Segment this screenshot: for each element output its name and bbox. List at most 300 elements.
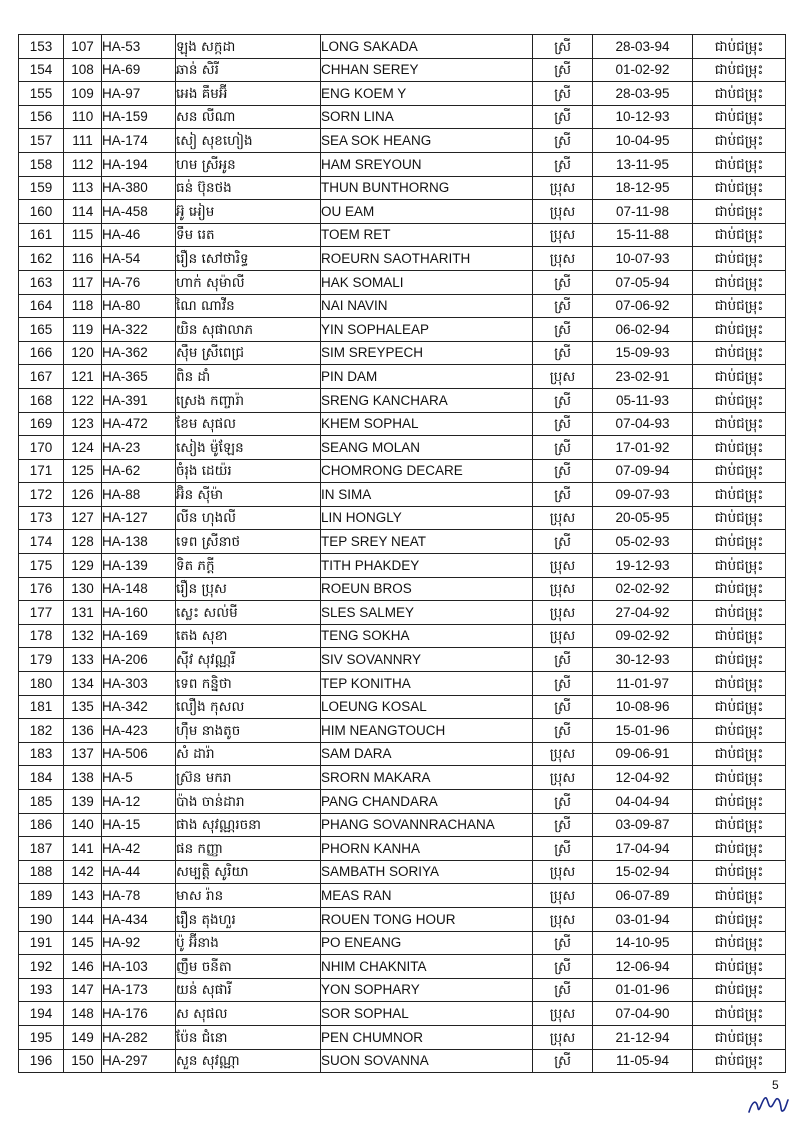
gender: ស្រី <box>533 412 593 436</box>
candidate-code: HA-76 <box>102 270 176 294</box>
name-latin: KHEM SOPHAL <box>321 412 533 436</box>
row-number: 167 <box>19 365 64 389</box>
sub-number: 117 <box>64 270 102 294</box>
name-latin: MEAS RAN <box>321 884 533 908</box>
name-khmer: ប៉ែន ជំនោ <box>176 1025 321 1049</box>
table-row <box>19 1025 786 1049</box>
candidate-code: HA-88 <box>102 483 176 507</box>
name-khmer: ខែម សុផល <box>176 412 321 436</box>
sub-number: 124 <box>64 436 102 460</box>
row-number: 185 <box>19 790 64 814</box>
row-number: 179 <box>19 648 64 672</box>
name-latin: NAI NAVIN <box>321 294 533 318</box>
name-khmer: រឿន ប្រុស <box>176 577 321 601</box>
table-row <box>19 200 786 224</box>
table-row <box>19 152 786 176</box>
candidate-code: HA-458 <box>102 200 176 224</box>
gender: ស្រី <box>533 152 593 176</box>
result-status: ជាប់ជម្រុះ <box>693 200 786 224</box>
result-status: ជាប់ជម្រុះ <box>693 648 786 672</box>
gender: ស្រី <box>533 436 593 460</box>
date-of-birth: 21-12-94 <box>593 1025 693 1049</box>
name-latin: SEANG MOLAN <box>321 436 533 460</box>
sub-number: 127 <box>64 506 102 530</box>
candidate-code: HA-62 <box>102 459 176 483</box>
gender: ប្រុស <box>533 907 593 931</box>
name-khmer: ចំរុង ដេយ៉រ <box>176 459 321 483</box>
sub-number: 131 <box>64 601 102 625</box>
row-number: 171 <box>19 459 64 483</box>
row-number: 163 <box>19 270 64 294</box>
result-status: ជាប់ជម្រុះ <box>693 341 786 365</box>
table-row <box>19 554 786 578</box>
name-khmer: រឿន សៅថារិទ្ធ <box>176 247 321 271</box>
name-khmer: ហ៊ឹម នាងតូច <box>176 719 321 743</box>
row-number: 156 <box>19 105 64 129</box>
gender: ស្រី <box>533 719 593 743</box>
candidate-code: HA-97 <box>102 82 176 106</box>
row-number: 173 <box>19 506 64 530</box>
date-of-birth: 07-04-93 <box>593 412 693 436</box>
sub-number: 107 <box>64 35 102 59</box>
candidate-code: HA-103 <box>102 955 176 979</box>
candidate-code: HA-423 <box>102 719 176 743</box>
name-latin: TEP SREY NEAT <box>321 530 533 554</box>
row-number: 154 <box>19 58 64 82</box>
result-status: ជាប់ជម្រុះ <box>693 672 786 696</box>
date-of-birth: 06-07-89 <box>593 884 693 908</box>
sub-number: 150 <box>64 1049 102 1073</box>
date-of-birth: 10-12-93 <box>593 105 693 129</box>
result-status: ជាប់ជម្រុះ <box>693 436 786 460</box>
sub-number: 114 <box>64 200 102 224</box>
result-status: ជាប់ជម្រុះ <box>693 223 786 247</box>
row-number: 191 <box>19 931 64 955</box>
candidate-code: HA-12 <box>102 790 176 814</box>
result-status: ជាប់ជម្រុះ <box>693 955 786 979</box>
name-latin: ROUEN TONG HOUR <box>321 907 533 931</box>
date-of-birth: 04-04-94 <box>593 790 693 814</box>
date-of-birth: 09-06-91 <box>593 742 693 766</box>
name-latin: SEA SOK HEANG <box>321 129 533 153</box>
date-of-birth: 09-02-92 <box>593 624 693 648</box>
result-status: ជាប់ជម្រុះ <box>693 813 786 837</box>
name-latin: PANG CHANDARA <box>321 790 533 814</box>
date-of-birth: 15-11-88 <box>593 223 693 247</box>
result-status: ជាប់ជម្រុះ <box>693 294 786 318</box>
sub-number: 109 <box>64 82 102 106</box>
table-row <box>19 388 786 412</box>
sub-number: 125 <box>64 459 102 483</box>
gender: ស្រី <box>533 129 593 153</box>
candidate-code: HA-53 <box>102 35 176 59</box>
table-row <box>19 601 786 625</box>
sub-number: 145 <box>64 931 102 955</box>
table-row <box>19 1002 786 1026</box>
name-khmer: ឡុង សក្កដា <box>176 35 321 59</box>
date-of-birth: 07-09-94 <box>593 459 693 483</box>
date-of-birth: 15-01-96 <box>593 719 693 743</box>
result-status: ជាប់ជម្រុះ <box>693 695 786 719</box>
date-of-birth: 11-05-94 <box>593 1049 693 1073</box>
name-latin: LONG SAKADA <box>321 35 533 59</box>
name-khmer: តេង សុខា <box>176 624 321 648</box>
result-status: ជាប់ជម្រុះ <box>693 978 786 1002</box>
table-row <box>19 931 786 955</box>
name-latin: IN SIMA <box>321 483 533 507</box>
sub-number: 128 <box>64 530 102 554</box>
name-latin: ROEURN SAOTHARITH <box>321 247 533 271</box>
candidate-code: HA-69 <box>102 58 176 82</box>
row-number: 181 <box>19 695 64 719</box>
name-khmer: សៀ សុខហៀង <box>176 129 321 153</box>
gender: ប្រុស <box>533 1025 593 1049</box>
date-of-birth: 17-01-92 <box>593 436 693 460</box>
gender: ស្រី <box>533 58 593 82</box>
name-khmer: ទិត ភក្តី <box>176 554 321 578</box>
row-number: 169 <box>19 412 64 436</box>
result-status: ជាប់ជម្រុះ <box>693 506 786 530</box>
name-khmer: សួន សុវណ្ណា <box>176 1049 321 1073</box>
candidate-code: HA-80 <box>102 294 176 318</box>
gender: ប្រុស <box>533 766 593 790</box>
date-of-birth: 27-04-92 <box>593 601 693 625</box>
result-status: ជាប់ជម្រុះ <box>693 719 786 743</box>
name-khmer: សំ ដារ៉ា <box>176 742 321 766</box>
candidate-code: HA-169 <box>102 624 176 648</box>
table-row <box>19 790 786 814</box>
gender: ស្រី <box>533 1049 593 1073</box>
name-latin: TOEM RET <box>321 223 533 247</box>
result-status: ជាប់ជម្រុះ <box>693 530 786 554</box>
date-of-birth: 28-03-95 <box>593 82 693 106</box>
sub-number: 115 <box>64 223 102 247</box>
row-number: 159 <box>19 176 64 200</box>
date-of-birth: 09-07-93 <box>593 483 693 507</box>
name-khmer: សន លីណា <box>176 105 321 129</box>
date-of-birth: 17-04-94 <box>593 837 693 861</box>
row-number: 189 <box>19 884 64 908</box>
candidate-code: HA-506 <box>102 742 176 766</box>
result-status: ជាប់ជម្រុះ <box>693 388 786 412</box>
sub-number: 138 <box>64 766 102 790</box>
name-latin: HAM SREYOUN <box>321 152 533 176</box>
table-row <box>19 341 786 365</box>
name-latin: TITH PHAKDEY <box>321 554 533 578</box>
row-number: 188 <box>19 860 64 884</box>
candidate-code: HA-380 <box>102 176 176 200</box>
table-row <box>19 766 786 790</box>
sub-number: 122 <box>64 388 102 412</box>
gender: ស្រី <box>533 294 593 318</box>
name-latin: SIV SOVANNRY <box>321 648 533 672</box>
result-status: ជាប់ជម្រុះ <box>693 1025 786 1049</box>
table-row <box>19 884 786 908</box>
date-of-birth: 19-12-93 <box>593 554 693 578</box>
gender: ប្រុស <box>533 365 593 389</box>
results-table <box>18 34 786 1073</box>
date-of-birth: 13-11-95 <box>593 152 693 176</box>
row-number: 175 <box>19 554 64 578</box>
name-latin: SAM DARA <box>321 742 533 766</box>
row-number: 183 <box>19 742 64 766</box>
sub-number: 121 <box>64 365 102 389</box>
candidate-code: HA-159 <box>102 105 176 129</box>
gender: ប្រុស <box>533 506 593 530</box>
result-status: ជាប់ជម្រុះ <box>693 270 786 294</box>
sub-number: 111 <box>64 129 102 153</box>
candidate-code: HA-148 <box>102 577 176 601</box>
sub-number: 144 <box>64 907 102 931</box>
sub-number: 148 <box>64 1002 102 1026</box>
result-status: ជាប់ជម្រុះ <box>693 624 786 648</box>
row-number: 178 <box>19 624 64 648</box>
gender: ប្រុស <box>533 1002 593 1026</box>
candidate-code: HA-139 <box>102 554 176 578</box>
name-khmer: ស សុផល <box>176 1002 321 1026</box>
table-row <box>19 436 786 460</box>
name-khmer: ណៃ ណាវីន <box>176 294 321 318</box>
name-latin: LIN HONGLY <box>321 506 533 530</box>
name-latin: SAMBATH SORIYA <box>321 860 533 884</box>
row-number: 157 <box>19 129 64 153</box>
date-of-birth: 23-02-91 <box>593 365 693 389</box>
result-status: ជាប់ជម្រុះ <box>693 247 786 271</box>
gender: ស្រី <box>533 105 593 129</box>
table-row <box>19 530 786 554</box>
row-number: 184 <box>19 766 64 790</box>
row-number: 196 <box>19 1049 64 1073</box>
candidate-code: HA-160 <box>102 601 176 625</box>
row-number: 192 <box>19 955 64 979</box>
candidate-code: HA-297 <box>102 1049 176 1073</box>
table-row <box>19 459 786 483</box>
name-khmer: មាស រ៉ាន <box>176 884 321 908</box>
name-latin: PIN DAM <box>321 365 533 389</box>
result-status: ជាប់ជម្រុះ <box>693 907 786 931</box>
date-of-birth: 12-06-94 <box>593 955 693 979</box>
name-khmer: ស្រ៊ន មករា <box>176 766 321 790</box>
name-latin: HIM NEANGTOUCH <box>321 719 533 743</box>
name-khmer: សៀង ម៉ូឡែន <box>176 436 321 460</box>
candidate-code: HA-342 <box>102 695 176 719</box>
candidate-code: HA-176 <box>102 1002 176 1026</box>
candidate-code: HA-138 <box>102 530 176 554</box>
row-number: 180 <box>19 672 64 696</box>
name-khmer: យិន សុផាលាភ <box>176 318 321 342</box>
candidate-code: HA-23 <box>102 436 176 460</box>
name-latin: PHANG SOVANNRACHANA <box>321 813 533 837</box>
row-number: 195 <box>19 1025 64 1049</box>
gender: ប្រុស <box>533 577 593 601</box>
result-status: ជាប់ជម្រុះ <box>693 766 786 790</box>
name-khmer: ទេព កន្និថា <box>176 672 321 696</box>
candidate-code: HA-322 <box>102 318 176 342</box>
sub-number: 136 <box>64 719 102 743</box>
result-status: ជាប់ជម្រុះ <box>693 554 786 578</box>
name-khmer: ពិន ដាំ <box>176 365 321 389</box>
row-number: 174 <box>19 530 64 554</box>
name-latin: PO ENEANG <box>321 931 533 955</box>
name-khmer: អ៊ូ អៀម <box>176 200 321 224</box>
row-number: 162 <box>19 247 64 271</box>
table-row <box>19 82 786 106</box>
table-row <box>19 577 786 601</box>
row-number: 177 <box>19 601 64 625</box>
name-latin: SORN LINA <box>321 105 533 129</box>
gender: ស្រី <box>533 672 593 696</box>
candidate-code: HA-194 <box>102 152 176 176</box>
candidate-code: HA-472 <box>102 412 176 436</box>
gender: ប្រុស <box>533 742 593 766</box>
name-khmer: ប៉ូ អ៊ីនាង <box>176 931 321 955</box>
gender: ប្រុស <box>533 624 593 648</box>
handwritten-initials <box>746 1088 790 1118</box>
name-latin: TENG SOKHA <box>321 624 533 648</box>
date-of-birth: 07-05-94 <box>593 270 693 294</box>
date-of-birth: 03-01-94 <box>593 907 693 931</box>
name-latin: PEN CHUMNOR <box>321 1025 533 1049</box>
table-row <box>19 672 786 696</box>
gender: ស្រី <box>533 978 593 1002</box>
name-khmer: ស៊ីវ សុវណ្ណរី <box>176 648 321 672</box>
sub-number: 147 <box>64 978 102 1002</box>
date-of-birth: 07-06-92 <box>593 294 693 318</box>
candidate-code: HA-174 <box>102 129 176 153</box>
result-status: ជាប់ជម្រុះ <box>693 790 786 814</box>
gender: ស្រី <box>533 813 593 837</box>
result-status: ជាប់ជម្រុះ <box>693 129 786 153</box>
table-row <box>19 129 786 153</box>
result-status: ជាប់ជម្រុះ <box>693 931 786 955</box>
result-status: ជាប់ជម្រុះ <box>693 318 786 342</box>
sub-number: 142 <box>64 860 102 884</box>
date-of-birth: 20-05-95 <box>593 506 693 530</box>
date-of-birth: 14-10-95 <box>593 931 693 955</box>
date-of-birth: 07-04-90 <box>593 1002 693 1026</box>
table-row <box>19 907 786 931</box>
table-row <box>19 742 786 766</box>
sub-number: 135 <box>64 695 102 719</box>
gender: ប្រុស <box>533 200 593 224</box>
table-row <box>19 270 786 294</box>
result-status: ជាប់ជម្រុះ <box>693 860 786 884</box>
gender: ប្រុស <box>533 247 593 271</box>
row-number: 186 <box>19 813 64 837</box>
table-row <box>19 955 786 979</box>
name-khmer: ប៉ាង ចាន់ដារា <box>176 790 321 814</box>
sub-number: 110 <box>64 105 102 129</box>
candidate-code: HA-303 <box>102 672 176 696</box>
candidate-code: HA-365 <box>102 365 176 389</box>
table-row <box>19 318 786 342</box>
name-khmer: លីន ហុងលី <box>176 506 321 530</box>
name-latin: YON SOPHARY <box>321 978 533 1002</box>
table-row <box>19 105 786 129</box>
name-latin: SUON SOVANNA <box>321 1049 533 1073</box>
candidate-code: HA-46 <box>102 223 176 247</box>
sub-number: 112 <box>64 152 102 176</box>
row-number: 164 <box>19 294 64 318</box>
name-latin: PHORN KANHA <box>321 837 533 861</box>
candidate-code: HA-434 <box>102 907 176 931</box>
name-khmer: ស្លេះ សល់មី <box>176 601 321 625</box>
row-number: 187 <box>19 837 64 861</box>
name-latin: OU EAM <box>321 200 533 224</box>
date-of-birth: 07-11-98 <box>593 200 693 224</box>
page-number: 5 <box>772 1078 779 1092</box>
candidate-code: HA-282 <box>102 1025 176 1049</box>
sub-number: 139 <box>64 790 102 814</box>
gender: ប្រុស <box>533 601 593 625</box>
row-number: 168 <box>19 388 64 412</box>
gender: ប្រុស <box>533 176 593 200</box>
date-of-birth: 02-02-92 <box>593 577 693 601</box>
name-latin: SLES SALMEY <box>321 601 533 625</box>
name-khmer: ឆាន់ សិរី <box>176 58 321 82</box>
gender: ស្រី <box>533 648 593 672</box>
table-row <box>19 294 786 318</box>
result-status: ជាប់ជម្រុះ <box>693 837 786 861</box>
sub-number: 113 <box>64 176 102 200</box>
sub-number: 126 <box>64 483 102 507</box>
sub-number: 146 <box>64 955 102 979</box>
date-of-birth: 11-01-97 <box>593 672 693 696</box>
result-status: ជាប់ជម្រុះ <box>693 459 786 483</box>
gender: ស្រី <box>533 341 593 365</box>
date-of-birth: 18-12-95 <box>593 176 693 200</box>
sub-number: 130 <box>64 577 102 601</box>
candidate-code: HA-127 <box>102 506 176 530</box>
name-latin: THUN BUNTHORNG <box>321 176 533 200</box>
candidate-code: HA-362 <box>102 341 176 365</box>
name-latin: ENG KOEM Y <box>321 82 533 106</box>
name-khmer: ញឹម ចនីតា <box>176 955 321 979</box>
name-latin: NHIM CHAKNITA <box>321 955 533 979</box>
result-status: ជាប់ជម្រុះ <box>693 1049 786 1073</box>
sub-number: 133 <box>64 648 102 672</box>
gender: ស្រី <box>533 82 593 106</box>
date-of-birth: 28-03-94 <box>593 35 693 59</box>
table-row <box>19 837 786 861</box>
result-status: ជាប់ជម្រុះ <box>693 577 786 601</box>
row-number: 165 <box>19 318 64 342</box>
name-khmer: ស្រេង កញ្ចារ៉ា <box>176 388 321 412</box>
gender: ស្រី <box>533 837 593 861</box>
name-latin: SOR SOPHAL <box>321 1002 533 1026</box>
sub-number: 140 <box>64 813 102 837</box>
row-number: 172 <box>19 483 64 507</box>
name-khmer: យន់ សុផារី <box>176 978 321 1002</box>
sub-number: 119 <box>64 318 102 342</box>
sub-number: 120 <box>64 341 102 365</box>
candidate-code: HA-78 <box>102 884 176 908</box>
gender: ស្រី <box>533 388 593 412</box>
name-latin: CHOMRONG DECARE <box>321 459 533 483</box>
row-number: 176 <box>19 577 64 601</box>
name-latin: SRENG KANCHARA <box>321 388 533 412</box>
table-row <box>19 247 786 271</box>
candidate-code: HA-206 <box>102 648 176 672</box>
result-status: ជាប់ជម្រុះ <box>693 82 786 106</box>
gender: ស្រី <box>533 530 593 554</box>
table-row <box>19 35 786 59</box>
table-row <box>19 813 786 837</box>
name-khmer: សម្បត្តិ សូរិយា <box>176 860 321 884</box>
table-row <box>19 860 786 884</box>
sub-number: 149 <box>64 1025 102 1049</box>
name-khmer: ស៊ឹម ស្រីពេជ្រ <box>176 341 321 365</box>
